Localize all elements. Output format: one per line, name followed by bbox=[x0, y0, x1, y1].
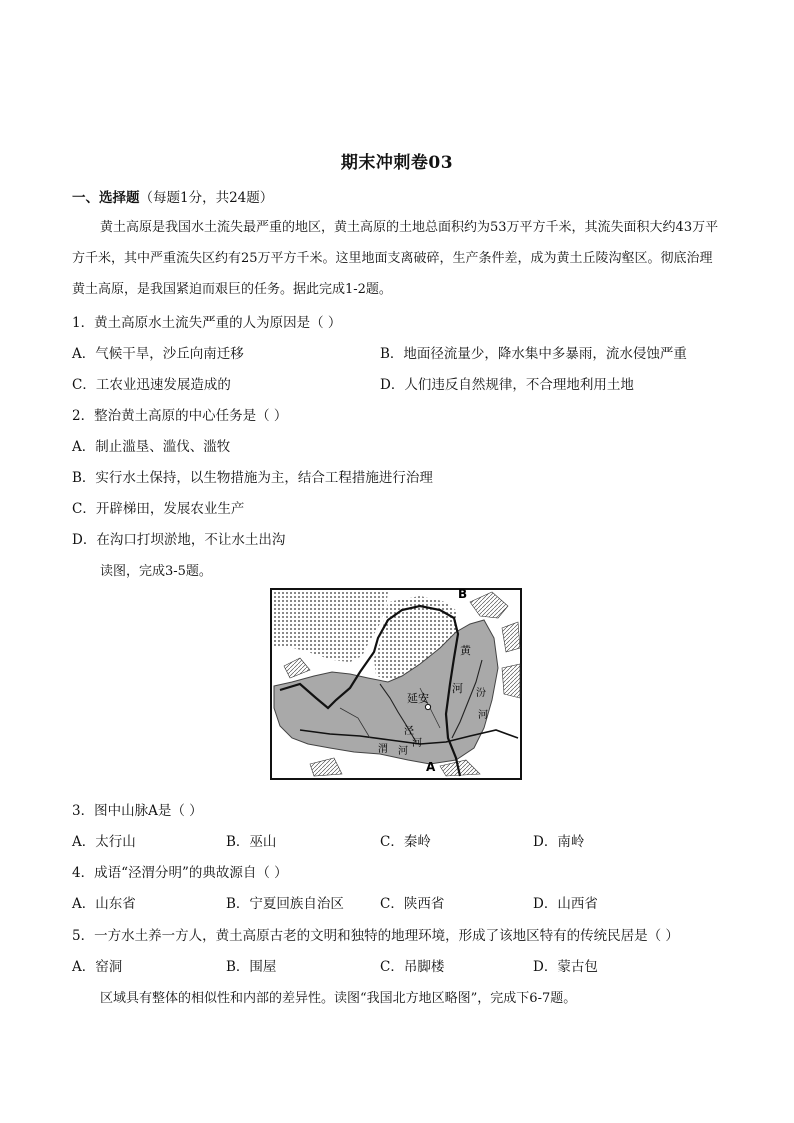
section-note: （每题1分，共24题） bbox=[139, 190, 274, 206]
page-title: 期末冲刺卷03 bbox=[340, 153, 454, 173]
reading-prompt-6-7: 区域具有整体的相似性和内部的差异性。读图“我国北方地区略图”，完成下6-7题。 bbox=[100, 991, 577, 1006]
label-he-jing: 河 bbox=[412, 738, 422, 749]
q2-option-d[interactable]: D．在沟口打坝淤地，不让水土出沟 bbox=[72, 532, 286, 548]
q5-option-d[interactable]: D．蒙古包 bbox=[533, 959, 598, 975]
reading-passage-1: 黄土高原是我国水土流失最严重的地区，黄土高原的土地总面积约为53万平方千米，其流失面积大约43万平方千米，其中严重流失区约有25万平方千米。这里地面支离破碎，生产条件差，成为黄土丘陵沟壑区。彻底治理黄土高原，是我国紧迫而艰巨的任务。据此完成1-2题。 bbox=[72, 220, 719, 297]
label-he-wei: 河 bbox=[398, 746, 408, 757]
q3-option-a[interactable]: A．太行山 bbox=[72, 834, 136, 850]
q4-option-a[interactable]: A．山东省 bbox=[72, 896, 136, 912]
q2-option-a[interactable]: A．制止滥垦、滥伐、滥牧 bbox=[72, 439, 231, 455]
q1-option-d[interactable]: D．人们违反自然规律，不合理地利用土地 bbox=[380, 377, 634, 393]
q1-option-b[interactable]: B．地面径流量少，降水集中多暴雨，流水侵蚀严重 bbox=[380, 346, 687, 362]
label-huang: 黄 bbox=[460, 644, 471, 657]
label-he-fen: 河 bbox=[478, 710, 488, 721]
label-jing: 泾 bbox=[404, 726, 414, 737]
q3-option-c[interactable]: C．秦岭 bbox=[380, 834, 431, 850]
q5-option-a[interactable]: A．窑洞 bbox=[72, 959, 123, 975]
q1-option-a[interactable]: A．气候干旱，沙丘向南迁移 bbox=[72, 346, 244, 362]
q1-option-c[interactable]: C．工农业迅速发展造成的 bbox=[72, 377, 231, 393]
q5-option-b[interactable]: B．围屋 bbox=[226, 959, 277, 975]
label-yanan: 延安 bbox=[407, 692, 429, 705]
label-b: B bbox=[458, 588, 468, 601]
label-he-yellow: 河 bbox=[452, 682, 463, 695]
q5-option-c[interactable]: C．吊脚楼 bbox=[380, 959, 445, 975]
question-2-stem: 2．整治黄土高原的中心任务是（ ） bbox=[72, 408, 288, 424]
reading-prompt-3-5: 读图，完成3-5题。 bbox=[100, 564, 212, 579]
q3-option-d[interactable]: D．南岭 bbox=[533, 834, 585, 850]
label-wei: 渭 bbox=[378, 744, 388, 755]
question-3-stem: 3．图中山脉A是（ ） bbox=[72, 803, 203, 819]
section-heading bbox=[72, 186, 273, 206]
loess-plateau-map bbox=[270, 588, 522, 780]
q4-option-d[interactable]: D．山西省 bbox=[533, 896, 598, 912]
q4-option-b[interactable]: B．宁夏回族自治区 bbox=[226, 896, 344, 912]
question-4-stem: 4．成语“泾渭分明”的典故源自（ ） bbox=[72, 865, 288, 881]
q2-option-c[interactable]: C．开辟梯田，发展农业生产 bbox=[72, 501, 245, 517]
section-label: 一、选择题 bbox=[72, 190, 140, 206]
label-a: A bbox=[426, 760, 436, 774]
label-fen: 汾 bbox=[476, 688, 486, 699]
question-5-stem: 5．一方水土养一方人，黄土高原古老的文明和独特的地理环境，形成了该地区特有的传统民居是（ ） bbox=[72, 928, 679, 944]
q3-option-b[interactable]: B．巫山 bbox=[226, 834, 277, 850]
q2-option-b[interactable]: B．实行水土保持，以生物措施为主，结合工程措施进行治理 bbox=[72, 470, 433, 486]
q4-option-c[interactable]: C．陕西省 bbox=[380, 896, 445, 912]
yanan-city-marker bbox=[425, 704, 430, 709]
question-1-stem: 1．黄土高原水土流失严重的人为原因是（ ） bbox=[72, 315, 342, 331]
